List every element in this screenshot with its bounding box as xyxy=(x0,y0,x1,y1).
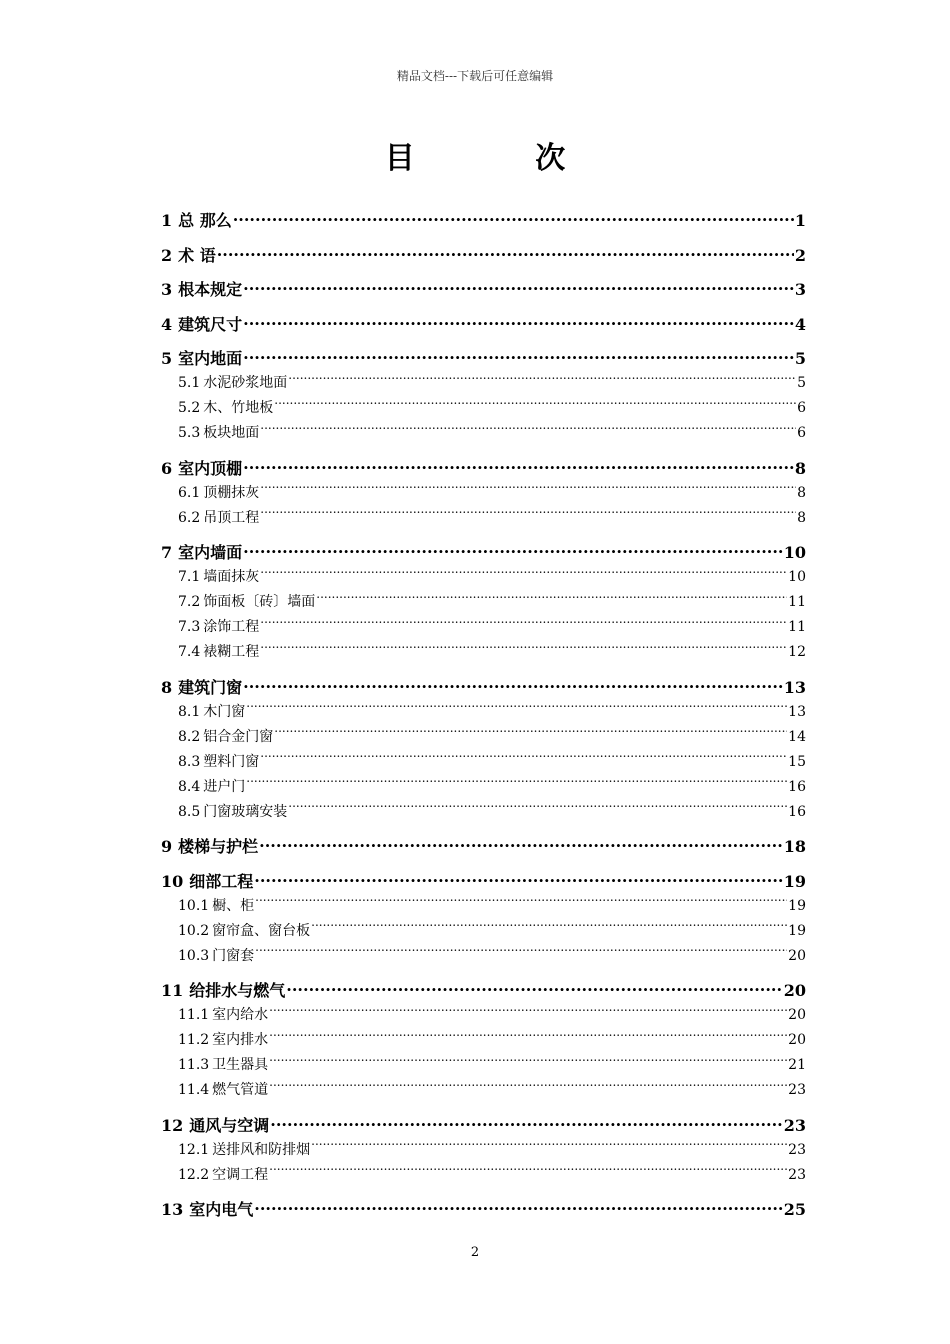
toc-entry-number: 12.2 xyxy=(178,1166,210,1183)
toc-dot-leader xyxy=(233,210,794,226)
toc-entry-title: 术 语 xyxy=(178,245,216,265)
toc-entry-page: 10 xyxy=(783,543,806,562)
toc-entry-number: 7.4 xyxy=(178,644,201,660)
toc-entry-page: 23 xyxy=(783,1115,806,1135)
toc-dot-leader xyxy=(269,1080,787,1094)
toc-entry-title: 总 那么 xyxy=(178,211,232,230)
toc-chapter-entry[interactable] xyxy=(161,978,806,1003)
toc-entry-title: 墙面抹灰 xyxy=(203,569,260,585)
toc-chapter-entry[interactable] xyxy=(161,312,806,337)
toc-entry-number: 8 xyxy=(161,677,173,697)
toc-entry-number: 8.1 xyxy=(178,703,201,720)
toc-entry-page: 8 xyxy=(794,458,806,478)
toc-dot-leader xyxy=(243,542,783,558)
toc-section-entry[interactable] xyxy=(161,565,806,590)
toc-chapter-entry[interactable] xyxy=(161,834,806,859)
toc-entry-title: 饰面板〔砖〕墙面 xyxy=(203,594,316,610)
toc-entry-number: 5.1 xyxy=(178,375,201,391)
toc-entry-number: 10.3 xyxy=(178,947,210,964)
toc-entry-title: 木门窗 xyxy=(203,703,246,720)
toc-dot-leader xyxy=(217,245,794,261)
toc-entry-page: 10 xyxy=(788,569,806,585)
toc-entry-number: 7.3 xyxy=(178,619,201,635)
toc-entry-page: 5 xyxy=(797,375,806,391)
toc-entry-number: 5.2 xyxy=(178,400,201,416)
toc-entry-number: 11 xyxy=(161,981,184,1000)
toc-entry-title: 给排水与燃气 xyxy=(189,981,286,1000)
toc-entry-title: 通风与空调 xyxy=(189,1115,270,1135)
toc-chapter-entry[interactable] xyxy=(161,243,806,268)
toc-entry-number: 10.1 xyxy=(178,897,210,914)
toc-section-entry[interactable] xyxy=(161,506,806,531)
toc-dot-leader xyxy=(260,617,787,631)
toc-entry-number: 10.2 xyxy=(178,922,210,939)
toc-dot-leader xyxy=(274,727,787,741)
toc-dot-leader xyxy=(269,1030,787,1044)
toc-section-entry[interactable] xyxy=(161,800,806,825)
toc-entry-page: 19 xyxy=(783,871,806,891)
toc-entry-title: 橱、柜 xyxy=(212,897,255,914)
toc-chapter-entry[interactable] xyxy=(161,1113,806,1138)
toc-entry-title: 木、竹地板 xyxy=(203,400,274,416)
toc-dot-leader xyxy=(243,314,794,330)
toc-entry-number: 8.3 xyxy=(178,753,201,770)
toc-entry-number: 1 xyxy=(161,211,173,230)
toc-entry-title: 根本规定 xyxy=(178,280,243,299)
toc-entry-title: 室内墙面 xyxy=(178,543,243,562)
toc-dot-leader xyxy=(269,1055,787,1069)
toc-chapter-entry[interactable] xyxy=(161,1197,806,1222)
toc-section-entry[interactable] xyxy=(161,1138,806,1163)
toc-entry-number: 5 xyxy=(161,349,173,368)
toc-entry-page: 18 xyxy=(783,837,806,856)
toc-dot-leader xyxy=(288,802,787,816)
toc-entry-number: 4 xyxy=(161,314,173,334)
toc-entry-title: 室内电气 xyxy=(189,1200,254,1219)
toc-dot-leader xyxy=(243,458,794,474)
toc-entry-number: 7.1 xyxy=(178,569,201,585)
toc-section-entry[interactable] xyxy=(161,1053,806,1078)
toc-entry-page: 23 xyxy=(788,1082,806,1098)
toc-dot-leader xyxy=(246,777,787,791)
toc-entry-number: 2 xyxy=(161,245,173,265)
toc-dot-leader xyxy=(269,1005,787,1019)
toc-entry-number: 8.4 xyxy=(178,778,201,795)
toc-section-entry[interactable] xyxy=(161,700,806,725)
toc-entry-page: 19 xyxy=(788,922,806,939)
toc-section-entry[interactable] xyxy=(161,481,806,506)
toc-dot-leader xyxy=(260,752,787,766)
toc-entry-number: 6.2 xyxy=(178,509,201,526)
page-header: 精品文档---下载后可任意编辑 xyxy=(396,69,554,83)
toc-dot-leader xyxy=(254,871,782,887)
toc-dot-leader xyxy=(260,423,796,437)
toc-entry-title: 室内顶棚 xyxy=(178,458,243,478)
toc-section-entry[interactable] xyxy=(161,1163,806,1188)
toc-entry-title: 板块地面 xyxy=(203,425,260,441)
toc-section-entry[interactable] xyxy=(161,640,806,665)
toc-entry-title: 室内给水 xyxy=(212,1007,269,1023)
toc-dot-leader xyxy=(243,677,783,693)
toc-dot-leader xyxy=(255,946,787,960)
toc-entry-page: 19 xyxy=(788,897,806,914)
toc-entry-title: 水泥砂浆地面 xyxy=(203,375,288,391)
toc-entry-title: 涂饰工程 xyxy=(203,619,260,635)
toc-entry-page: 6 xyxy=(797,425,806,441)
toc-dot-leader xyxy=(260,642,787,656)
toc-chapter-entry[interactable] xyxy=(161,540,806,565)
toc-section-entry[interactable] xyxy=(161,371,806,396)
toc-section-entry[interactable] xyxy=(161,421,806,446)
toc-dot-leader xyxy=(259,836,783,852)
toc-section-entry[interactable] xyxy=(161,1078,806,1103)
toc-entry-title: 空调工程 xyxy=(212,1166,269,1183)
toc-entry-page: 20 xyxy=(788,1032,806,1048)
toc-chapter-entry[interactable] xyxy=(161,346,806,371)
toc-dot-leader xyxy=(254,1199,782,1215)
toc-entry-page: 4 xyxy=(794,314,806,334)
toc-entry-number: 6.1 xyxy=(178,484,201,501)
toc-entry-title: 燃气管道 xyxy=(212,1082,269,1098)
toc-entry-page: 2 xyxy=(794,245,806,265)
toc-dot-leader xyxy=(260,508,796,522)
toc-entry-title: 顶棚抹灰 xyxy=(203,484,260,501)
toc-entry-number: 7.2 xyxy=(178,594,201,610)
toc-entry-page: 16 xyxy=(788,803,806,820)
toc-dot-leader xyxy=(246,702,787,716)
toc-chapter-entry[interactable] xyxy=(161,277,806,302)
toc-section-entry[interactable] xyxy=(161,1028,806,1053)
toc-dot-leader xyxy=(260,483,796,497)
toc-section-entry[interactable] xyxy=(161,725,806,750)
toc-section-entry[interactable] xyxy=(161,750,806,775)
toc-entry-title: 门窗玻璃安装 xyxy=(203,803,288,820)
toc-entry-title: 建筑门窗 xyxy=(178,677,243,697)
toc-entry-page: 3 xyxy=(794,280,806,299)
toc-entry-page: 15 xyxy=(788,753,806,770)
toc-entry-page: 23 xyxy=(788,1166,806,1183)
toc-section-entry[interactable] xyxy=(161,775,806,800)
toc-dot-leader xyxy=(243,348,794,364)
toc-entry-number: 11.4 xyxy=(178,1082,210,1098)
toc-section-entry[interactable] xyxy=(161,590,806,615)
toc-entry-page: 20 xyxy=(783,981,806,1000)
toc-dot-leader xyxy=(288,373,796,387)
toc-entry-page: 13 xyxy=(788,703,806,720)
toc-chapter-entry[interactable] xyxy=(161,869,806,894)
toc-entry-title: 室内地面 xyxy=(178,349,243,368)
toc-entry-number: 10 xyxy=(161,871,184,891)
toc-entry-number: 9 xyxy=(161,837,173,856)
toc-entry-page: 8 xyxy=(797,484,806,501)
toc-dot-leader xyxy=(269,1165,787,1179)
toc-dot-leader xyxy=(274,398,796,412)
toc-entry-number: 12.1 xyxy=(178,1141,210,1158)
toc-dot-leader xyxy=(311,1140,787,1154)
toc-entry-number: 11.1 xyxy=(178,1007,210,1023)
toc-entry-page: 11 xyxy=(788,594,806,610)
toc-section-entry[interactable] xyxy=(161,615,806,640)
toc-entry-page: 20 xyxy=(788,947,806,964)
toc-entry-title: 吊顶工程 xyxy=(203,509,260,526)
toc-dot-leader xyxy=(255,896,787,910)
toc-entry-number: 13 xyxy=(161,1200,184,1219)
toc-entry-number: 11.3 xyxy=(178,1057,210,1073)
toc-dot-leader xyxy=(286,980,782,996)
toc-entry-title: 细部工程 xyxy=(189,871,254,891)
toc-dot-leader xyxy=(311,921,787,935)
toc-dot-leader xyxy=(260,567,787,581)
toc-chapter-entry[interactable] xyxy=(161,675,806,700)
toc-entry-title: 门窗套 xyxy=(212,947,255,964)
toc-entry-title: 裱糊工程 xyxy=(203,644,260,660)
toc-entry-title: 卫生器具 xyxy=(212,1057,269,1073)
toc-section-entry[interactable] xyxy=(161,919,806,944)
toc-section-entry[interactable] xyxy=(161,1003,806,1028)
toc-entry-page: 23 xyxy=(788,1141,806,1158)
toc-entry-title: 窗帘盒、窗台板 xyxy=(212,922,311,939)
toc-entry-page: 1 xyxy=(794,211,806,230)
toc-dot-leader xyxy=(270,1115,782,1131)
toc-entry-title: 室内排水 xyxy=(212,1032,269,1048)
toc-chapter-entry[interactable] xyxy=(161,208,806,233)
toc-entry-page: 12 xyxy=(788,644,806,660)
toc-entry-number: 11.2 xyxy=(178,1032,210,1048)
toc-entry-number: 8.2 xyxy=(178,728,201,745)
toc-entry-number: 5.3 xyxy=(178,425,201,441)
toc-entry-title: 进户门 xyxy=(203,778,246,795)
toc-entry-page: 6 xyxy=(797,400,806,416)
toc-entry-page: 20 xyxy=(788,1007,806,1023)
toc-entry-number: 7 xyxy=(161,543,173,562)
page-number: 2 xyxy=(470,1245,480,1260)
toc-section-entry[interactable] xyxy=(161,944,806,969)
toc-entry-number: 8.5 xyxy=(178,803,201,820)
toc-entry-page: 25 xyxy=(783,1200,806,1219)
toc-entry-page: 16 xyxy=(788,778,806,795)
toc-entry-title: 楼梯与护栏 xyxy=(178,837,259,856)
toc-entry-page: 11 xyxy=(788,619,806,635)
toc-entry-title: 建筑尺寸 xyxy=(178,314,243,334)
toc-entry-title: 塑料门窗 xyxy=(203,753,260,770)
toc-entry-number: 3 xyxy=(161,280,173,299)
toc-entry-page: 14 xyxy=(788,728,806,745)
toc-entry-page: 5 xyxy=(794,349,806,368)
toc-dot-leader xyxy=(243,279,794,295)
toc-entry-page: 21 xyxy=(788,1057,806,1073)
toc-entry-page: 13 xyxy=(783,677,806,697)
toc-dot-leader xyxy=(316,592,787,606)
toc-entry-page: 8 xyxy=(797,509,806,526)
toc-section-entry[interactable] xyxy=(161,396,806,421)
toc-section-entry[interactable] xyxy=(161,894,806,919)
toc-entry-title: 送排风和防排烟 xyxy=(212,1141,311,1158)
page-title: 目 次 xyxy=(384,141,621,176)
toc-entry-number: 12 xyxy=(161,1115,184,1135)
table-of-contents xyxy=(161,208,806,1222)
toc-chapter-entry[interactable] xyxy=(161,456,806,481)
toc-entry-title: 铝合金门窗 xyxy=(203,728,274,745)
toc-entry-number: 6 xyxy=(161,458,173,478)
